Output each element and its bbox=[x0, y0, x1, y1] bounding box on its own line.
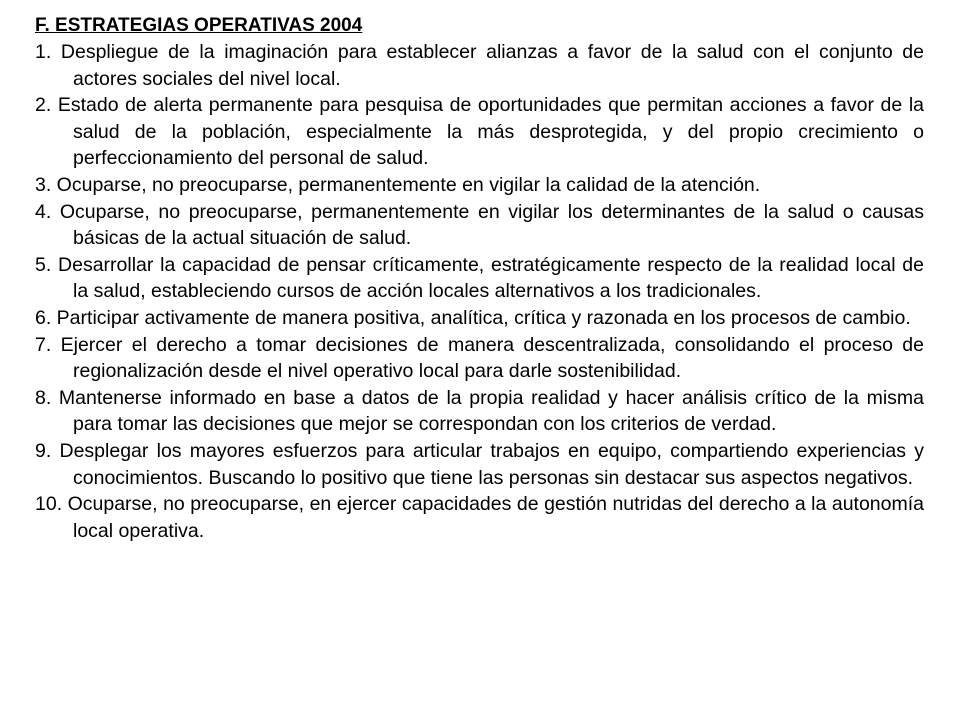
strategy-item-4: 4. Ocuparse, no preocuparse, permanentemente en vigilar los determinantes de la salud o causas básicas de la actual situación de salud. bbox=[35, 200, 924, 250]
slide-content bbox=[35, 14, 924, 544]
strategy-item-9: 9. Desplegar los mayores esfuerzos para articular trabajos en equipo, compartiendo experiencias y conocimientos. Buscando lo positivo que tiene las personas sin destacar sus aspectos negativos. bbox=[35, 439, 924, 489]
strategy-list bbox=[35, 39, 924, 544]
strategy-item-10: 10. Ocuparse, no preocuparse, en ejercer capacidades de gestión nutridas del derecho a la autonomía local operativa. bbox=[35, 493, 924, 542]
strategy-item-6: 6. Participar activamente de manera positiva, analítica, crítica y razonada en los procesos de cambio. bbox=[35, 306, 911, 329]
strategy-item-2: 2. Estado de alerta permanente para pesquisa de oportunidades que permitan acciones a favor de la salud de la población, especialmente la más desprotegida, y del propio crecimiento o perfeccionamiento del personal de salud. bbox=[35, 94, 924, 170]
strategy-item-1: 1. Despliegue de la imaginación para establecer alianzas a favor de la salud con el conjunto de actores sociales del nivel local. bbox=[35, 41, 924, 90]
strategy-item-8: 8. Mantenerse informado en base a datos de la propia realidad y hacer análisis crítico de la misma para tomar las decisiones que mejor se correspondan con los criterios de verdad. bbox=[35, 386, 924, 436]
strategy-item-3: 3. Ocuparse, no preocuparse, permanentemente en vigilar la calidad de la atención. bbox=[35, 173, 761, 196]
strategy-item-7: 7. Ejercer el derecho a tomar decisiones de manera descentralizada, consolidando el proceso de regionalización desde el nivel operativo local para darle sostenibilidad. bbox=[35, 333, 924, 383]
section-title: F. ESTRATEGIAS OPERATIVAS 2004 bbox=[35, 15, 363, 36]
strategy-item-5: 5. Desarrollar la capacidad de pensar críticamente, estratégicamente respecto de la realidad local de la salud, estableciendo cursos de acción locales alternativos a los tradicionales. bbox=[35, 253, 924, 303]
